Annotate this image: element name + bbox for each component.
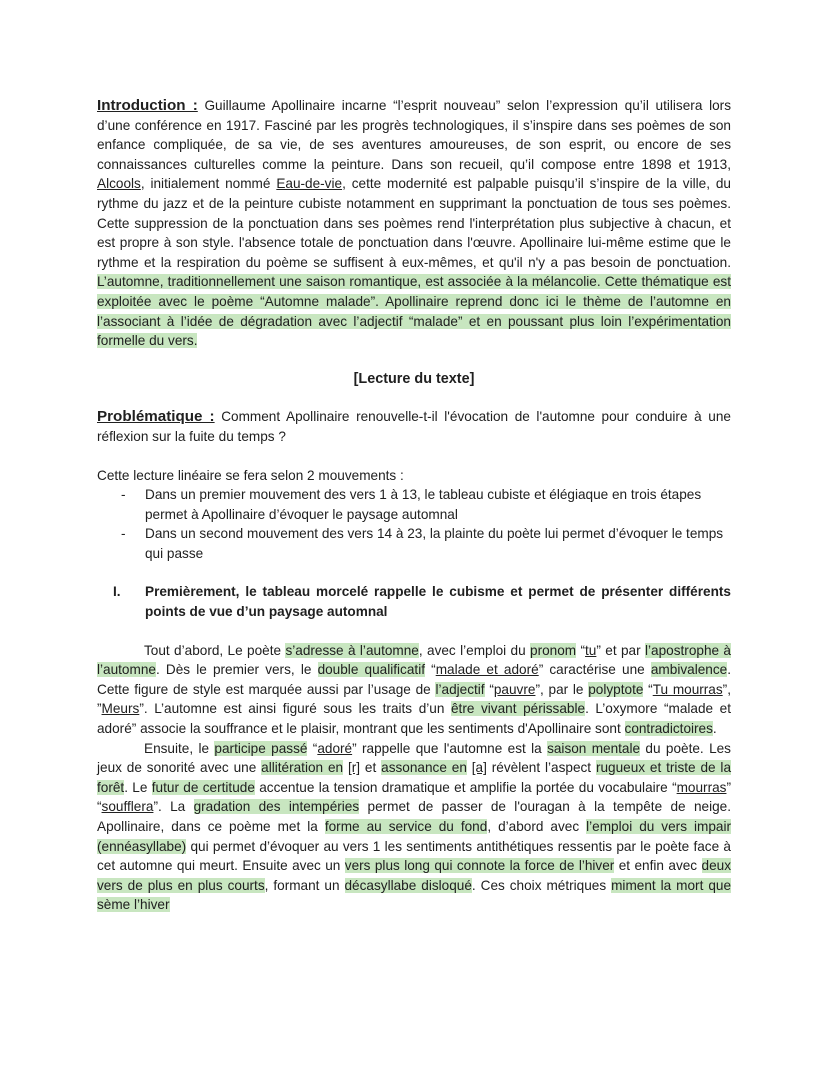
reading-heading: [Lecture du texte] <box>353 370 475 387</box>
section-heading: I. Premièrement, le tableau morcelé rappelle le cubisme et permet de présenter différents points de vue d’un paysage automnal <box>113 584 731 620</box>
alcools-title: Alcools <box>97 176 141 192</box>
problematique-paragraph: Problématique : Comment Apollinaire renouvelle-t-il l'évocation de l'automne pour conduire à une réflexion sur la fuite du temps ? <box>97 408 731 444</box>
movements-list <box>97 485 731 563</box>
body-paragraph-1: Tout d’abord, Le poète s’adresse à l’automne, avec l’emploi du pronom “tu” et par l’apostrophe à l’automne. Dès le premier vers, le double qualificatif “malade et adoré” caractérise une ambivalence. Cette figure de style est marquée aussi par l’usage de l’adjectif “pauvre”, par le polyptote “Tu mourras”, ”Meurs”. L’automne est ainsi figuré sous les traits d’un être vivant périssable. L’oxymore “malade et adoré” associe la souffrance et le plaisir, montrant que les sentiments d'Apollinaire sont contradictoires. <box>97 642 732 737</box>
introduction-heading: Introduction : <box>97 97 198 114</box>
problematique-heading: Problématique : <box>97 408 215 426</box>
list-item: - Dans un second mouvement des vers 14 à 23, la plainte du poète lui permet d’évoquer le temps qui passe <box>121 526 724 561</box>
introduction-paragraph: Introduction : Guillaume Apollinaire incarne “l’esprit nouveau” selon l’expression qu’il utilisera lors d’une conférence en 1917. Fasciné par les progrès technologiques, il s’inspire dans ses poèmes de son enfance compliquée, de sa vie, de ses aventures amoureuses, de son esprit, ou encore de ses connaissances culturelles comme la peinture. Dans son recueil, qu’il compose entre 1898 et 1913, Alcools, initialement nommé Eau-de-vie, cette modernité est palpable puisqu’il s’inspire de la ville, du rythme du jazz et de la peinture cubiste notamment en supprimant la ponctuation de tous ses poèmes. Cette suppression de la ponctuation dans ses poèmes rend l'interprétation plus subjective à chacun, et est propre à son style. l'absence totale de ponctuation dans l'œuvre. Apollinaire lui-même estime que le rythme et la respiration du poème se suffisent à eux-mêmes, et qu'il n'y a pas besoin de ponctuation. L’automne, traditionnellement une saison romantique, est associée à la mélancolie. Cette thématique est exploitée avec le poème “Automne malade”. Apollinaire reprend donc ici le thème de l’automne en l’associant à l’idée de dégradation avec l’adjectif “malade” et en poussant plus loin l’expérimentation formelle du vers. <box>97 97 731 349</box>
section-number: I. <box>113 584 121 600</box>
movements-intro: Cette lecture linéaire se fera selon 2 mouvements : <box>97 467 404 483</box>
list-item: - Dans un premier mouvement des vers 1 à 13, le tableau cubiste et élégiaque en trois étapes permet à Apollinaire d’évoquer le paysage automnal <box>121 487 702 522</box>
highlighted-passage: L’automne, traditionnellement une saison romantique, est associée à la mélancolie. Cette thématique est exploitée avec le poème “Automne malade”. Apollinaire reprend donc ici le thème de l’automne en l’associant à l’idée de dégradation avec l’adjectif “malade” et en poussant plus loin l’expérimentation formelle du vers. <box>97 274 731 349</box>
body-paragraph-2: Ensuite, le participe passé “adoré” rappelle que l'automne est la saison mentale du poète. Les jeux de sonorité avec une allitération en [r] et assonance en [a] révèlent l’aspect rugueux et triste de la forêt. Le futur de certitude accentue la tension dramatique et amplifie la portée du vocabulaire “mourras” “soufflera”. La gradation des intempéries permet de passer de l'ouragan à la tempête de neige. Apollinaire, dans ce poème met la forme au service du fond, d’abord avec l’emploi du vers impair (ennéasyllabe) qui permet d’évoquer au vers 1 les sentiments antithétiques ressentis par le poète face à cet automne qui meurt. Ensuite avec un vers plus long qui connote la force de l’hiver et enfin avec deux vers de plus en plus courts, formant un décasyllabe disloqué. Ces choix métriques miment la mort que sème l’hiver <box>97 740 732 913</box>
document-page <box>97 96 731 915</box>
eau-de-vie-title: Eau-de-vie <box>276 176 343 192</box>
